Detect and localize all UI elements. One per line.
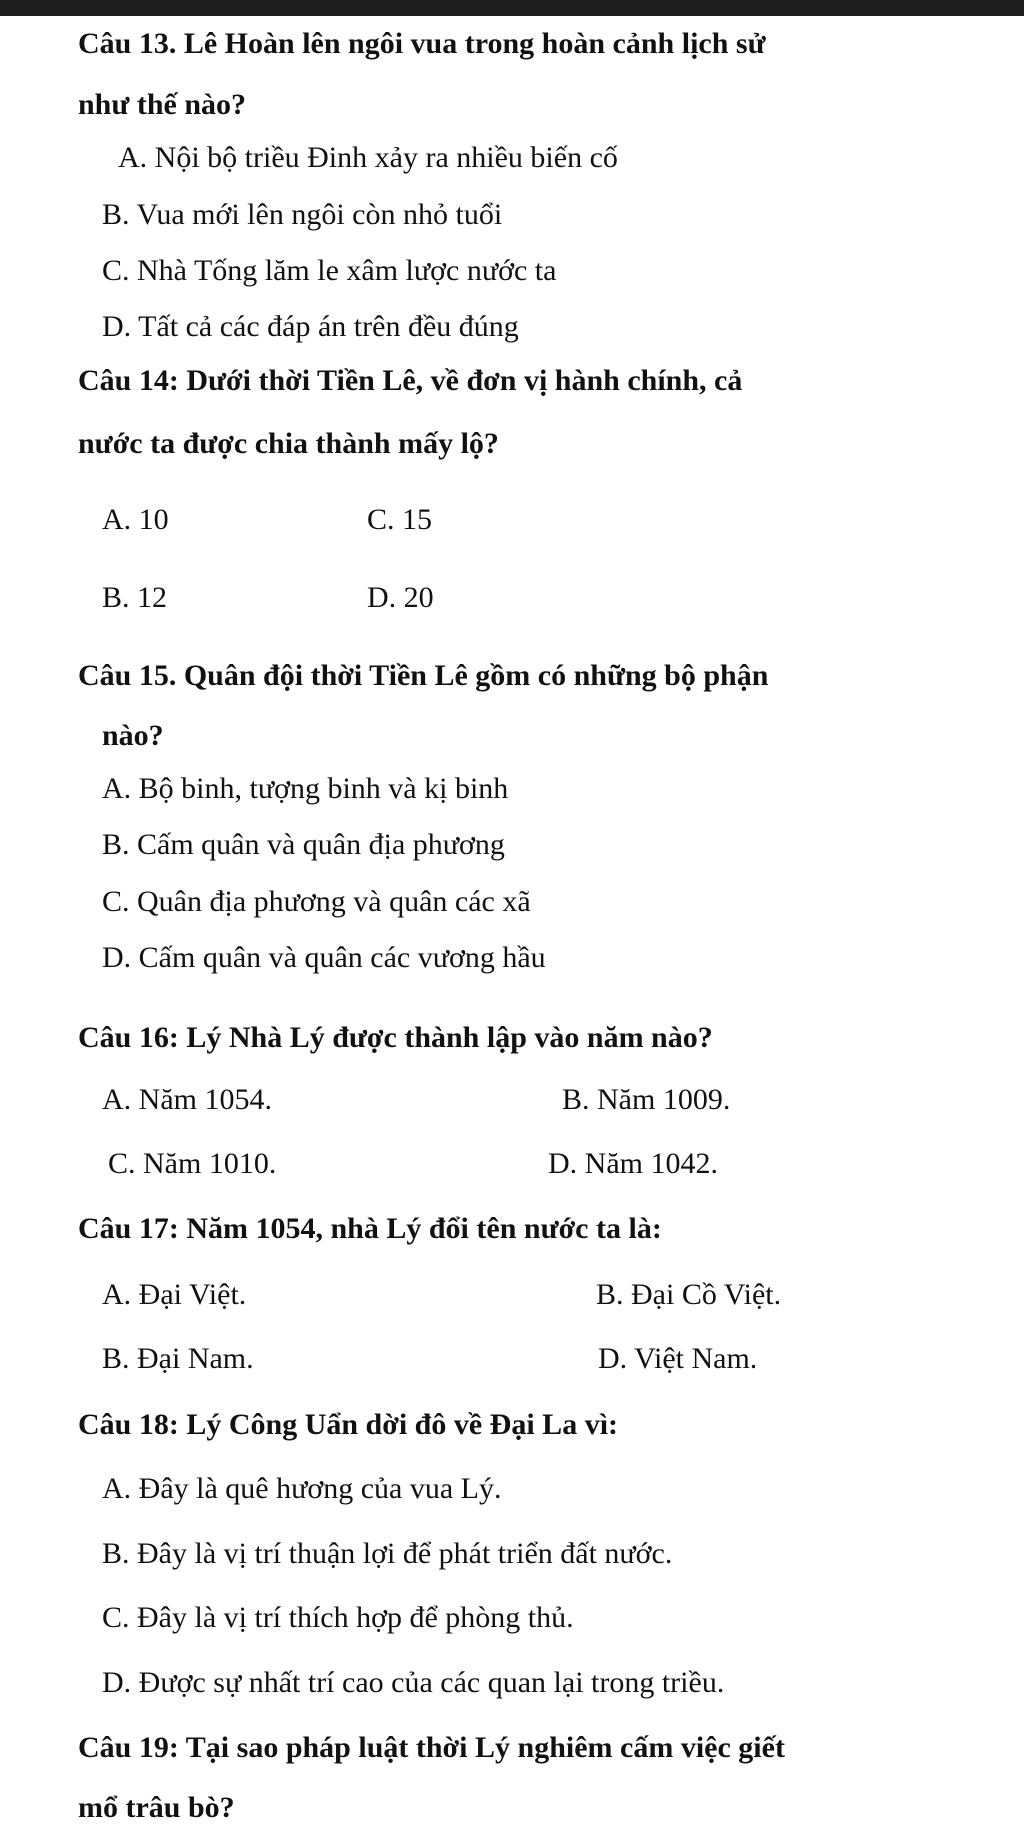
question-18-option-a: A. Đây là quê hương của vua Lý. — [102, 1472, 502, 1505]
question-14-line-1: Câu 14: Dưới thời Tiền Lê, về đơn vị hành chính, cả — [78, 364, 743, 397]
question-13-line-1: Câu 13. Lê Hoàn lên ngôi vua trong hoàn cảnh lịch sử — [78, 27, 766, 60]
question-17-option-b-2: B. Đại Nam. — [102, 1342, 254, 1375]
question-15-option-a: A. Bộ binh, tượng binh và kị binh — [102, 772, 509, 805]
top-bar — [0, 0, 1024, 16]
question-13-option-d: D. Tất cả các đáp án trên đều đúng — [102, 310, 519, 343]
question-15-option-c: C. Quân địa phương và quân các xã — [102, 885, 531, 918]
question-19-line-1: Câu 19: Tại sao pháp luật thời Lý nghiêm cấm việc giết — [78, 1731, 785, 1764]
question-18-line-1: Câu 18: Lý Công Uẩn dời đô về Đại La vì: — [78, 1408, 619, 1441]
question-17-line-1: Câu 17: Năm 1054, nhà Lý đổi tên nước ta là: — [78, 1212, 662, 1245]
question-15-line-2: nào? — [102, 719, 164, 752]
question-17-option-a: A. Đại Việt. — [102, 1278, 247, 1311]
question-14-option-a: A. 10 — [102, 503, 169, 536]
question-16-option-d: D. Năm 1042. — [548, 1147, 718, 1180]
question-14-line-2: nước ta được chia thành mấy lộ? — [78, 427, 499, 460]
question-16-option-b: B. Năm 1009. — [562, 1083, 731, 1116]
question-16-option-c: C. Năm 1010. — [108, 1147, 277, 1180]
question-13-line-2: như thế nào? — [78, 88, 247, 121]
question-17-option-d: D. Việt Nam. — [598, 1342, 758, 1375]
question-15-line-1: Câu 15. Quân đội thời Tiền Lê gồm có những bộ phận — [78, 659, 769, 692]
question-16-line-1: Câu 16: Lý Nhà Lý được thành lập vào năm nào? — [78, 1021, 713, 1054]
question-13-option-c: C. Nhà Tống lăm le xâm lược nước ta — [102, 254, 557, 287]
question-13-option-a: A. Nội bộ triều Đinh xảy ra nhiều biến cố — [118, 141, 618, 174]
question-18-option-c: C. Đây là vị trí thích hợp để phòng thủ. — [102, 1601, 574, 1634]
question-16-option-a: A. Năm 1054. — [102, 1083, 272, 1116]
question-14-option-c: C. 15 — [367, 503, 433, 536]
question-15-option-b: B. Cấm quân và quân địa phương — [102, 828, 505, 861]
question-14-option-b: B. 12 — [102, 581, 168, 614]
question-14-option-d: D. 20 — [367, 581, 434, 614]
question-18-option-d: D. Được sự nhất trí cao của các quan lại trong triều. — [102, 1666, 725, 1699]
question-19-line-2: mổ trâu bò? — [78, 1791, 235, 1824]
question-18-option-b: B. Đây là vị trí thuận lợi để phát triển đất nước. — [102, 1537, 673, 1570]
question-15-option-d: D. Cấm quân và quân các vương hầu — [102, 941, 546, 974]
question-17-option-b: B. Đại Cồ Việt. — [596, 1278, 782, 1311]
question-13-option-b: B. Vua mới lên ngôi còn nhỏ tuổi — [102, 198, 503, 231]
